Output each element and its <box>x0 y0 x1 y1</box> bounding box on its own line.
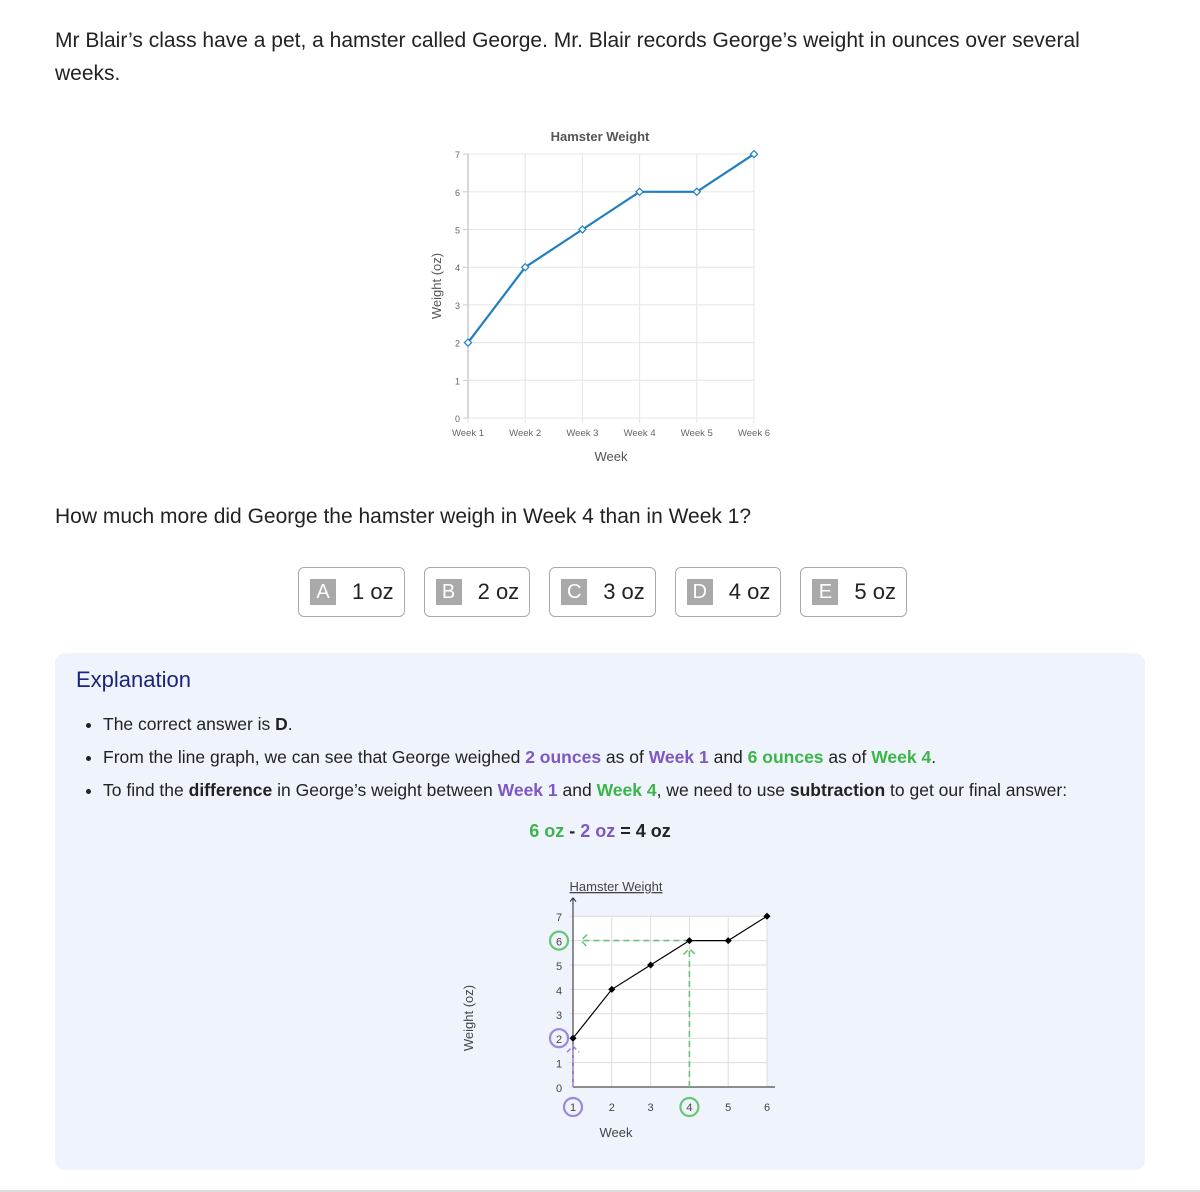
highlight: Week 1 <box>497 780 558 800</box>
series-line <box>468 154 754 343</box>
text: , we need to use <box>656 780 790 800</box>
x-tick-label: 2 <box>608 1102 615 1114</box>
x-tick-label: 4 <box>686 1102 693 1114</box>
intro-text: Mr Blair’s class have a pet, a hamster called George. Mr. Blair records George’s weight in ounces over several weeks. <box>55 29 1080 85</box>
hamster-weight-chart <box>410 120 790 480</box>
highlight: 2 ounces <box>525 747 602 767</box>
text: and <box>708 747 748 767</box>
option-label: 2 oz <box>477 579 520 604</box>
option-label: 5 oz <box>854 579 896 604</box>
text: . <box>931 747 937 767</box>
question-text: How much more did George the hamster weigh in Week 4 than in Week 1? <box>55 505 752 528</box>
explanation-panel <box>55 653 1145 1170</box>
highlight: Week 4 <box>596 780 657 800</box>
eq-result: = 4 oz <box>615 821 671 841</box>
explanation-title: Explanation <box>76 667 191 692</box>
option-label: 3 oz <box>603 579 645 604</box>
y-axis-label: Weight (oz) <box>461 984 476 1052</box>
option-letter: C <box>561 579 587 605</box>
x-tick-label: 3 <box>647 1102 654 1114</box>
option-letter: D <box>687 579 713 605</box>
y-tick-label: 7 <box>555 912 563 925</box>
text: and <box>557 780 597 800</box>
explanation-chart <box>455 868 775 1168</box>
option-e[interactable] <box>800 567 907 617</box>
y-tick-label: 6 <box>555 936 563 949</box>
text: To find the <box>103 780 189 800</box>
option-letter: A <box>310 579 336 605</box>
y-tick-label: 2 <box>454 338 460 349</box>
text: From the line graph, we can see that George weighed <box>103 747 526 767</box>
y-tick-label: 6 <box>454 187 460 198</box>
option-d[interactable] <box>675 567 782 617</box>
x-tick-label: 5 <box>725 1102 732 1114</box>
y-axis-label: Weight (oz) <box>429 252 444 320</box>
y-tick-label: 3 <box>454 300 460 311</box>
x-tick-label: Week 5 <box>680 428 713 439</box>
y-tick-label: 0 <box>555 1083 563 1095</box>
explanation-bullet <box>103 774 1067 807</box>
x-tick-label: 1 <box>569 1102 577 1114</box>
option-letter: B <box>436 579 462 605</box>
option-a[interactable] <box>298 567 405 617</box>
chart-title: Hamster Weight <box>569 879 663 894</box>
option-letter: E <box>812 579 838 605</box>
x-tick-label: Week 3 <box>566 428 599 439</box>
eq-term: 6 oz <box>529 821 565 841</box>
option-label: 4 oz <box>728 579 771 604</box>
x-axis-label: Week <box>594 449 628 464</box>
option-label: 1 oz <box>352 579 394 604</box>
bold: difference <box>188 780 273 800</box>
eq-op: - <box>564 821 581 841</box>
y-tick-label: 4 <box>454 263 460 274</box>
text: as of <box>823 747 872 767</box>
y-tick-label: 7 <box>454 150 460 161</box>
text: to get our final answer: <box>885 780 1068 800</box>
y-tick-label: 5 <box>454 225 460 236</box>
option-c[interactable] <box>549 567 656 617</box>
explanation-bullet <box>103 741 1067 774</box>
x-axis-label: Week <box>599 1125 633 1140</box>
y-tick-label: 2 <box>555 1034 563 1047</box>
explanation-bullet <box>103 708 1067 741</box>
explanation-list <box>83 708 1067 807</box>
y-tick-label: 1 <box>555 1058 563 1071</box>
text: The correct answer is <box>103 714 276 734</box>
equation <box>55 821 1145 842</box>
answer-options <box>298 567 907 617</box>
eq-term: 2 oz <box>580 821 616 841</box>
highlight: Week 1 <box>648 747 709 767</box>
x-tick-label: Week 1 <box>451 428 485 439</box>
text: . <box>287 714 293 734</box>
y-tick-label: 1 <box>454 376 460 387</box>
x-tick-label: Week 6 <box>737 428 771 439</box>
y-tick-label: 0 <box>454 414 460 424</box>
option-b[interactable] <box>424 567 531 617</box>
y-tick-label: 3 <box>555 1009 563 1022</box>
chart-title: Hamster Weight <box>550 129 650 144</box>
correct-letter: D <box>275 714 288 734</box>
x-tick-label: Week 4 <box>623 428 656 439</box>
highlight: Week 4 <box>871 747 932 767</box>
x-tick-label: Week 2 <box>509 428 542 439</box>
y-tick-label: 4 <box>555 985 563 998</box>
text: as of <box>601 747 649 767</box>
highlight: 6 ounces <box>747 747 824 767</box>
y-tick-label: 5 <box>555 961 563 973</box>
text: in George’s weight between <box>272 780 498 800</box>
bold: subtraction <box>789 780 886 800</box>
x-tick-label: 6 <box>763 1102 771 1114</box>
